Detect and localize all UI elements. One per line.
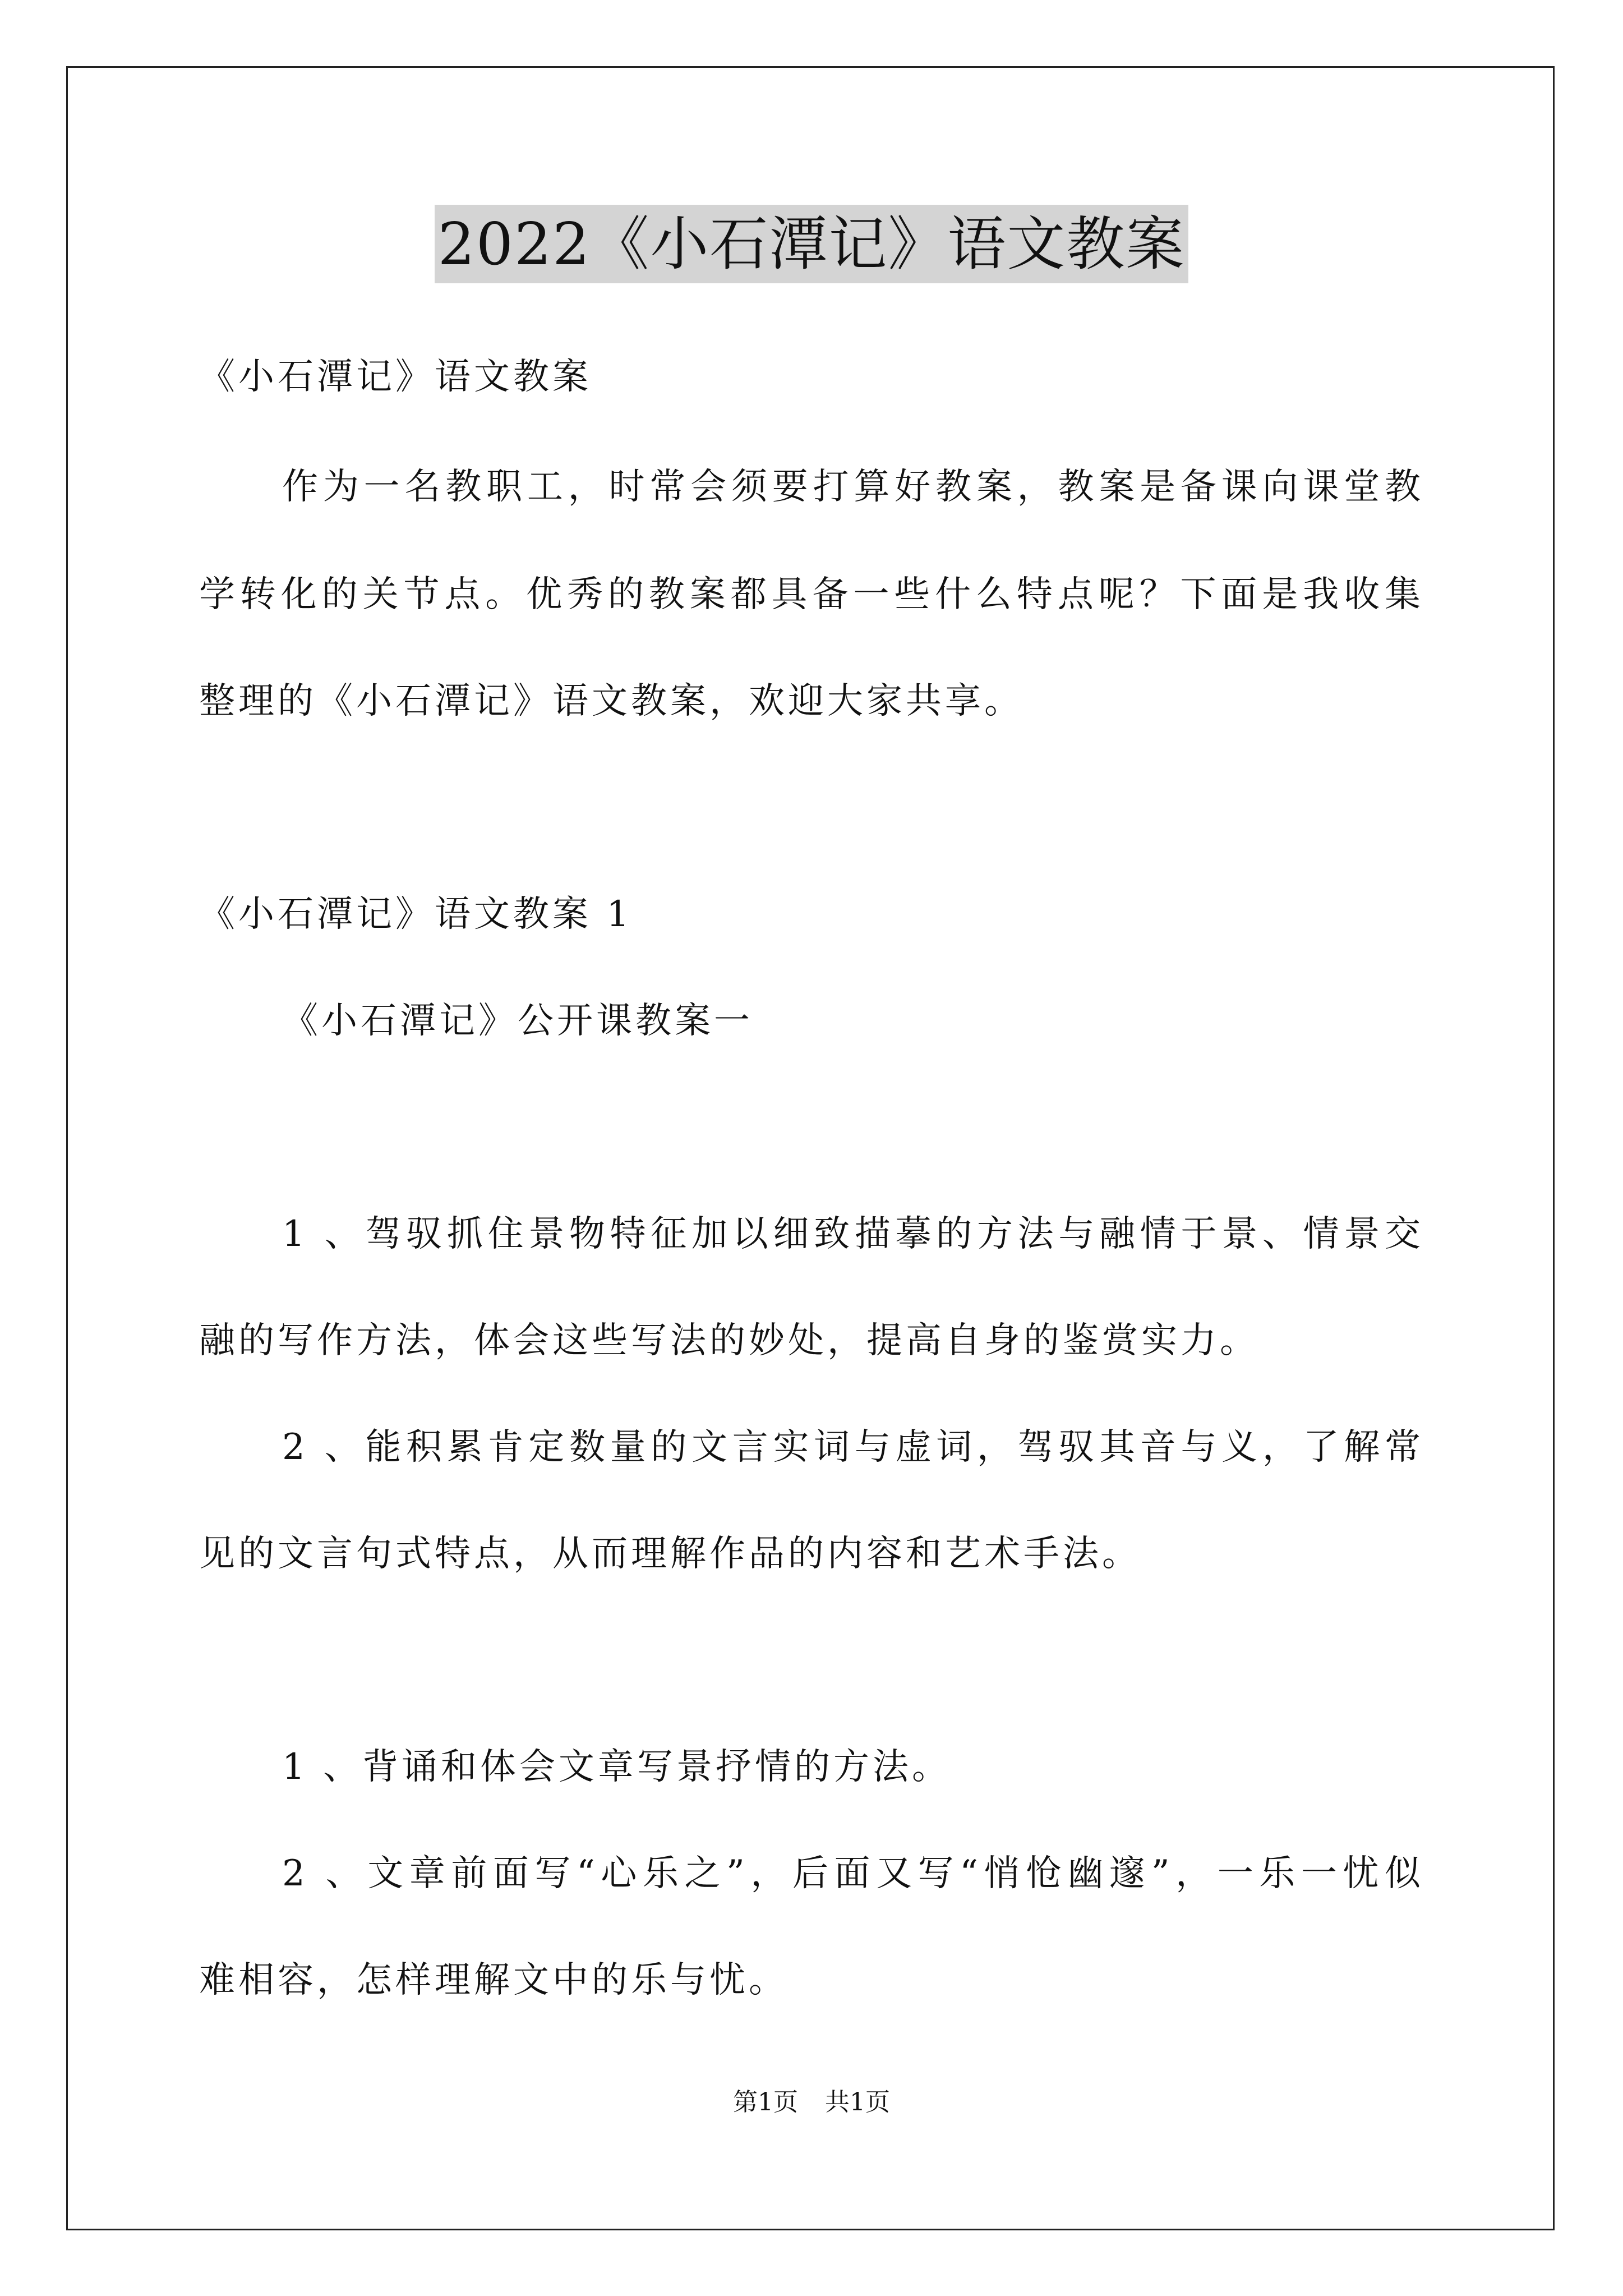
- document-title: 2022《小石潭记》语文教案: [435, 205, 1189, 283]
- section-heading: 《小石潭记》语文教案 1: [199, 894, 633, 935]
- intro-line-1: 作为一名教职工，时常会须要打算好教案，教案是备课向课堂教: [282, 466, 1424, 508]
- page-total: 共1页: [825, 2088, 890, 2116]
- goal-1-line-2: 融的写作方法，体会这些写法的妙处，提高自身的鉴赏实力。: [199, 1320, 1259, 1361]
- goal-2-line-2: 见的文言句式特点，从而理解作品的内容和艺术手法。: [199, 1533, 1141, 1575]
- page-number: 第1页: [733, 2088, 798, 2116]
- key-point-2-line-1: 2 、文章前面写“心乐之”，后面又写“悄怆幽邃”，一乐一忧似: [282, 1853, 1424, 1894]
- key-point-2-line-2: 难相容，怎样理解文中的乐与忧。: [199, 1959, 788, 2001]
- goal-1-line-1: 1 、驾驭抓住景物特征加以细致描摹的方法与融情于景、情景交: [282, 1213, 1424, 1255]
- lesson-heading: 《小石潭记》公开课教案一: [282, 1000, 753, 1042]
- subtitle: 《小石潭记》语文教案: [199, 356, 592, 398]
- goal-2-line-1: 2 、能积累肯定数量的文言实词与虚词，驾驭其音与义，了解常: [282, 1427, 1424, 1468]
- page-footer: [0, 2086, 1623, 2119]
- title-container: [0, 205, 1623, 283]
- key-point-1: 1 、背诵和体会文章写景抒情的方法。: [282, 1746, 952, 1788]
- intro-line-3: 整理的《小石潭记》语文教案，欢迎大家共享。: [199, 680, 1023, 722]
- intro-line-2: 学转化的关节点。优秀的教案都具备一些什么特点呢？下面是我收集: [199, 574, 1424, 615]
